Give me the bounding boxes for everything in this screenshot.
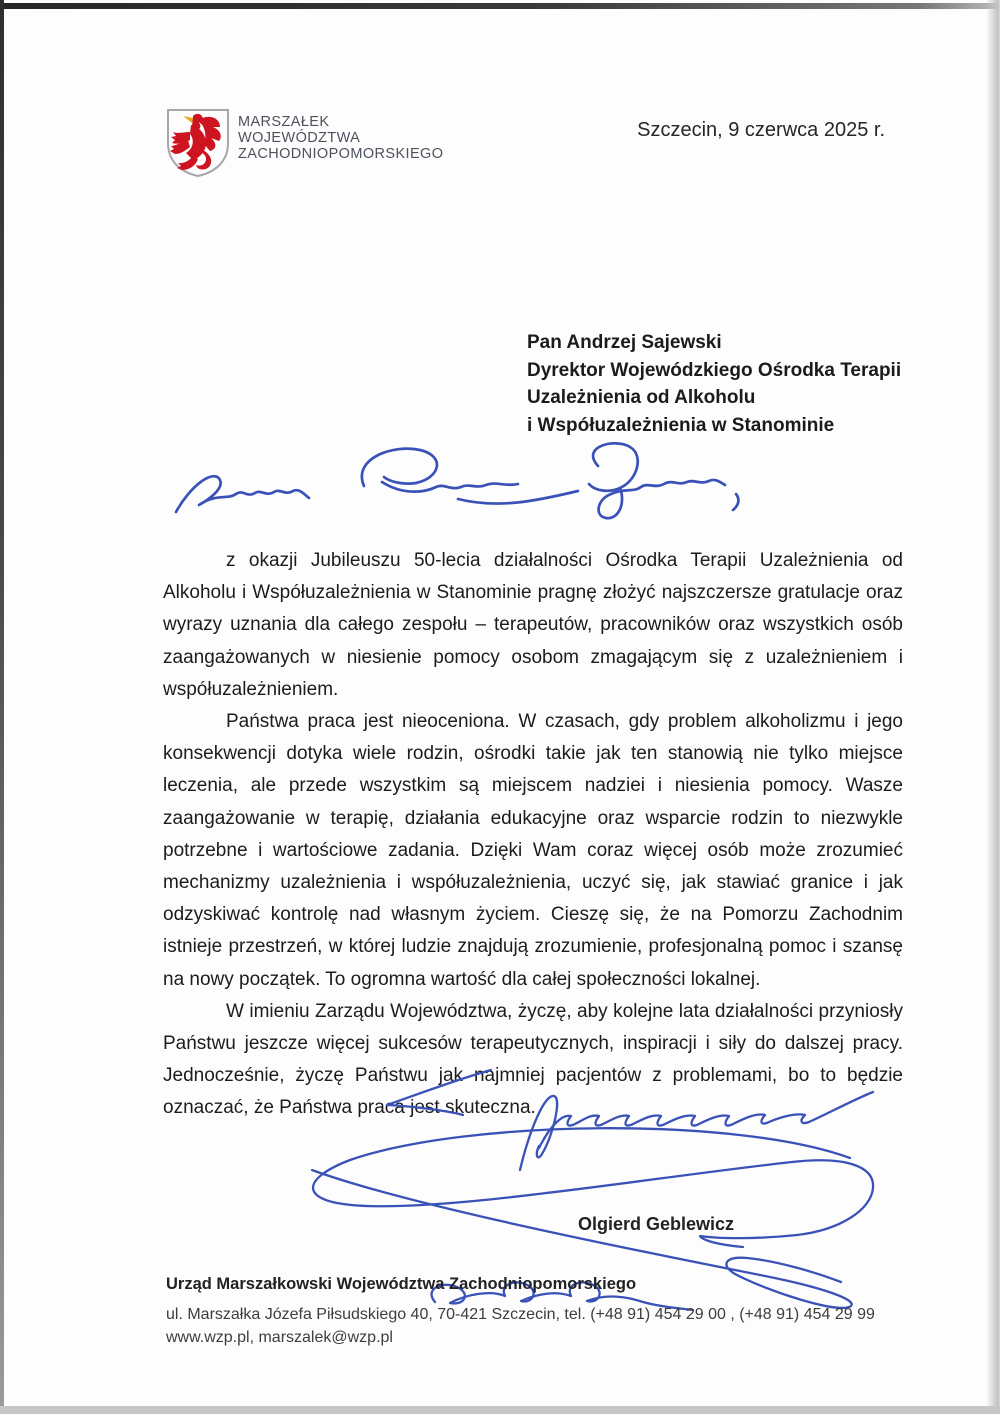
recipient-line-2: Dyrektor Wojewódzkiego Ośrodka Terapii xyxy=(527,359,902,381)
footer-block xyxy=(166,1275,875,1349)
paragraph-1: z okazji Jubileuszu 50-lecia działalności Ośrodka Terapii Uzależnienia od Alkoholu i Współuzależnienia w Stanominie pragnę złożyć najszczersze gratulacje oraz wyrazy uznania dla całego zespołu – terapeutów, pracowników oraz wszystkich osób zaangażowanych w niesienie pomocy osobom zmagającym się z uzależnieniem i współuzależnieniem. xyxy=(163,550,903,700)
sender-line-2: WOJEWÓDZTWA xyxy=(238,130,361,146)
paragraph-3: W imieniu Zarządu Województwa, życzę, aby kolejne lata działalności przyniosły Państwu jeszcze więcej sukcesów terapeutycznych, inspiracji i siły do dalszej pracy. Jednocześnie, życzę Państwu jak najmniej pacjentów z problemami, bo to będzie oznaczać, że Państwa praca jest skuteczna. xyxy=(163,1000,903,1119)
scan-edge-right xyxy=(986,0,1000,1414)
paragraph-2: Państwa praca jest nieoceniona. W czasach, gdy problem alkoholizmu i jego konsekwencji dotyka wiele rodzin, ośrodki takie jak ten stanowią nie tylko miejsce leczenia, ale przede wszystkim są miejscem nadziei i niesienia pomocy. Wasze zaangażowanie w terapię, działania edukacyjne oraz wsparcie rodzin to niezwykle potrzebne i wartościowe zadania. Dzięki Wam coraz więcej osób może zrozumieć mechanizmy uzależnienia i współuzależnienia, uczyć się, jak stawiać granice i jak odzyskiwać kontrolę nad własnym życiem. Cieszę się, że na Pomorzu Zachodnim istnieje przestrzeń, w której ludzie znajdują zrozumienie, profesjonalną pomoc i szansę na nowy początek. To ogromna wartość dla całej społeczności lokalnej. xyxy=(163,711,903,990)
handwritten-greeting-ink xyxy=(168,438,753,533)
recipient-block xyxy=(527,329,901,439)
scan-edge-bottom xyxy=(0,1406,1000,1414)
coat-of-arms-griffin-icon xyxy=(163,107,233,179)
footer-address: ul. Marszałka Józefa Piłsudskiego 40, 70-421 Szczecin, tel. (+48 91) 454 29 00 , (+48 91) 454 29 99 xyxy=(166,1306,875,1323)
recipient-line-1: Pan Andrzej Sajewski xyxy=(527,332,722,353)
recipient-line-4: i Współuzależnienia w Stanominie xyxy=(527,414,835,436)
sender-block xyxy=(238,114,443,162)
sender-line-3: ZACHODNIOPOMORSKIEGO xyxy=(238,146,444,162)
date-line: Szczecin, 9 czerwca 2025 r. xyxy=(637,119,885,141)
signer-name: Olgierd Geblewicz xyxy=(578,1214,735,1234)
sender-line-1: MARSZAŁEK xyxy=(238,114,330,130)
footer-office-name: Urząd Marszałkowski Województwa Zachodniopomorskiego xyxy=(166,1275,637,1293)
letter-body xyxy=(163,545,903,1125)
scan-edge-top xyxy=(0,3,1000,9)
recipient-line-3: Uzależnienia od Alkoholu xyxy=(527,387,756,408)
scan-edge-left xyxy=(0,0,4,1414)
footer-contact: www.wzp.pl, marszalek@wzp.pl xyxy=(166,1329,393,1346)
